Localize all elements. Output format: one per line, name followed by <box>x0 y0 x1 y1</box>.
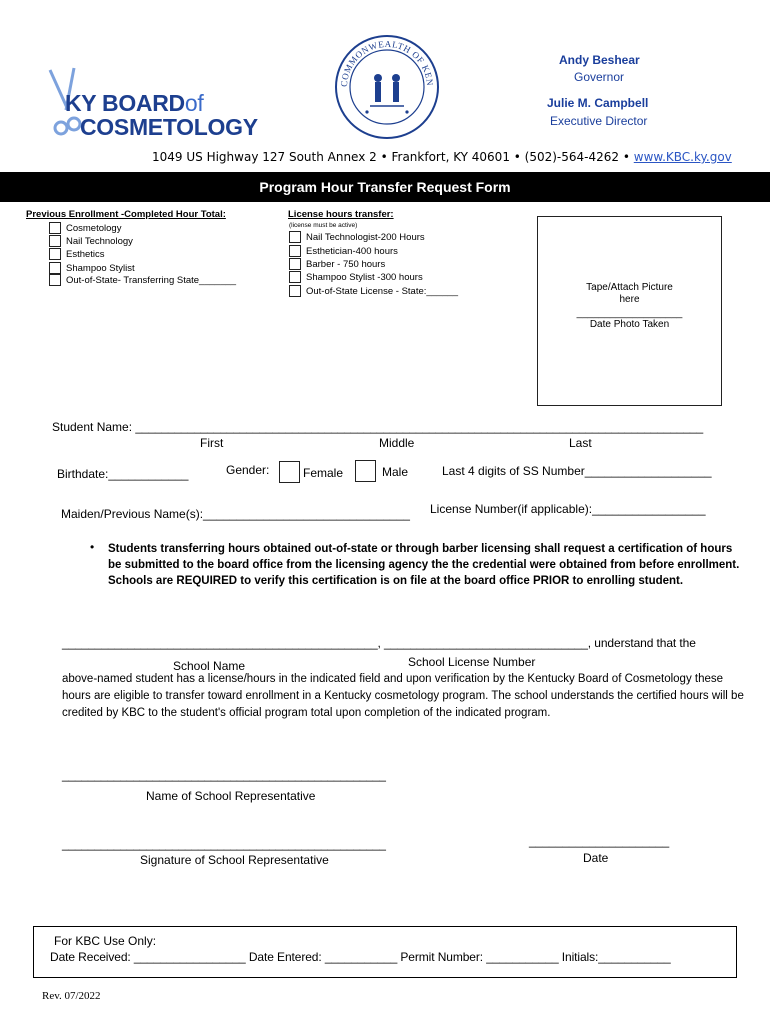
birthdate-field[interactable]: Birthdate:____________ <box>57 467 189 481</box>
rep-signature-label: Signature of School Representative <box>140 853 329 867</box>
student-name-field[interactable] <box>52 420 703 434</box>
certification-paragraph: above-named student has a license/hours in the indicated field and upon verification by the Kentucky Board of Cosmetology these hours are eligible to transfer toward enrollment in a Kentucky cosmetology program. The school understands the certified hours will be credited by KBC to the student's official program total upon completion of the indicated program. <box>62 673 744 719</box>
address-line <box>152 150 732 164</box>
website-link[interactable]: www.KBC.ky.gov <box>633 150 732 164</box>
checkbox[interactable] <box>49 222 61 234</box>
previous-enrollment-heading: Previous Enrollment -Completed Hour Total: <box>26 209 226 220</box>
option-label: Out-of-State License - State:______ <box>306 285 459 297</box>
photo-instruction-2: here <box>619 294 640 305</box>
license-transfer-heading: License hours transfer: <box>288 209 394 220</box>
prev-nail-option[interactable] <box>49 235 133 247</box>
male-checkbox[interactable] <box>355 460 376 482</box>
female-checkbox[interactable] <box>279 461 300 483</box>
prev-shampoo-option[interactable] <box>49 262 135 274</box>
lic-barber-option[interactable] <box>289 258 385 270</box>
certification-line[interactable]: ________________________________________________, _______________________________, understand that the <box>62 636 696 650</box>
bullet-icon: • <box>90 540 95 554</box>
lic-nail-option[interactable] <box>289 231 425 243</box>
logo-cosmetology: COSMETOLOGY <box>80 114 258 140</box>
rep-name-label: Name of School Representative <box>146 789 316 803</box>
rep-signature-line[interactable]: __________________________________________________ <box>62 837 386 851</box>
revision-label: Rev. 07/2022 <box>42 990 101 1002</box>
option-label: Shampoo Stylist -300 hours <box>306 271 423 283</box>
kbc-use-heading: For KBC Use Only: <box>54 934 157 948</box>
option-label: Shampoo Stylist <box>66 262 135 274</box>
female-label: Female <box>303 466 344 480</box>
transfer-notice: Students transferring hours obtained out-of-state or through barber licensing shall request a certification of hours be submitted to the board office from the licensing agency the the credential were obtained from before enrollment. Schools are REQUIRED to verify this certification is on file at the board office PRIOR to enrolling student. <box>108 543 740 587</box>
male-label: Male <box>382 465 409 479</box>
prev-cosmetology-option[interactable] <box>49 222 121 234</box>
date-line[interactable]: _____________________ <box>529 834 670 848</box>
kbc-use-fields[interactable]: Date Received: _________________ Date Entered: ___________ Permit Number: ___________ Initials:___________ <box>50 950 671 964</box>
logo-board: BOARD <box>102 90 185 116</box>
option-label: Esthetician-400 hours <box>306 245 398 257</box>
last-name-label: Last <box>569 436 592 450</box>
option-label: Cosmetology <box>66 222 122 234</box>
middle-name-label: Middle <box>379 436 415 450</box>
school-license-label: School License Number <box>408 655 536 669</box>
photo-date-label: Date Photo Taken <box>589 319 670 330</box>
lic-shampoo-option[interactable] <box>289 271 423 283</box>
checkbox[interactable] <box>289 245 301 257</box>
student-name-label: Student Name: <box>52 420 136 434</box>
checkbox[interactable] <box>49 248 61 260</box>
photo-date-line: ___________________ <box>576 308 683 319</box>
director-name: Julie M. Campbell <box>547 96 649 110</box>
option-label: Nail Technologist-200 Hours <box>306 231 425 243</box>
checkbox[interactable] <box>289 231 301 243</box>
checkbox[interactable] <box>49 235 61 247</box>
prev-esthetics-option[interactable] <box>49 248 105 260</box>
checkbox[interactable] <box>289 285 301 297</box>
license-number-field[interactable]: License Number(if applicable):_________________ <box>430 502 706 516</box>
form-title: Program Hour Transfer Request Form <box>0 172 770 202</box>
lic-out-of-state-option[interactable] <box>289 285 458 297</box>
logo-ky: KY <box>65 90 96 116</box>
seal-text: COMMONWEALTH OF KEN <box>338 38 436 88</box>
checkbox[interactable] <box>289 271 301 283</box>
checkbox[interactable] <box>289 258 301 270</box>
kentucky-seal <box>334 34 440 140</box>
license-note: (license must be active) <box>289 222 358 229</box>
ssn-field[interactable]: Last 4 digits of SS Number___________________ <box>442 464 712 478</box>
board-logo <box>40 66 280 146</box>
prev-out-of-state-option[interactable] <box>49 274 236 286</box>
photo-instruction: Tape/Attach Picture <box>586 282 673 293</box>
date-label: Date <box>583 851 609 865</box>
student-name-line: _______________________________________________________________________________________ <box>135 420 703 434</box>
address-text: 1049 US Highway 127 South Annex 2 • Frankfort, KY 40601 • (502)-564-4262 • <box>152 150 634 164</box>
kbc-use-box <box>33 926 737 978</box>
checkbox[interactable] <box>49 274 61 286</box>
lic-esthetician-option[interactable] <box>289 245 398 257</box>
governor-name: Andy Beshear <box>559 53 640 67</box>
option-label: Esthetics <box>66 248 105 260</box>
maiden-name-field[interactable]: Maiden/Previous Name(s):_______________________________ <box>61 507 410 521</box>
option-label: Nail Technology <box>66 235 133 247</box>
governor-title: Governor <box>574 70 625 84</box>
photo-box[interactable] <box>537 216 722 406</box>
gender-label: Gender: <box>226 463 270 477</box>
option-label: Out-of-State- Transferring State_______ <box>66 274 237 286</box>
checkbox[interactable] <box>49 262 61 274</box>
option-label: Barber - 750 hours <box>306 258 386 270</box>
first-name-label: First <box>200 436 224 450</box>
director-title: Executive Director <box>550 114 648 128</box>
rep-name-line[interactable]: __________________________________________________ <box>62 768 386 782</box>
school-name-label: School Name <box>173 659 246 673</box>
logo-of: of <box>184 90 204 116</box>
